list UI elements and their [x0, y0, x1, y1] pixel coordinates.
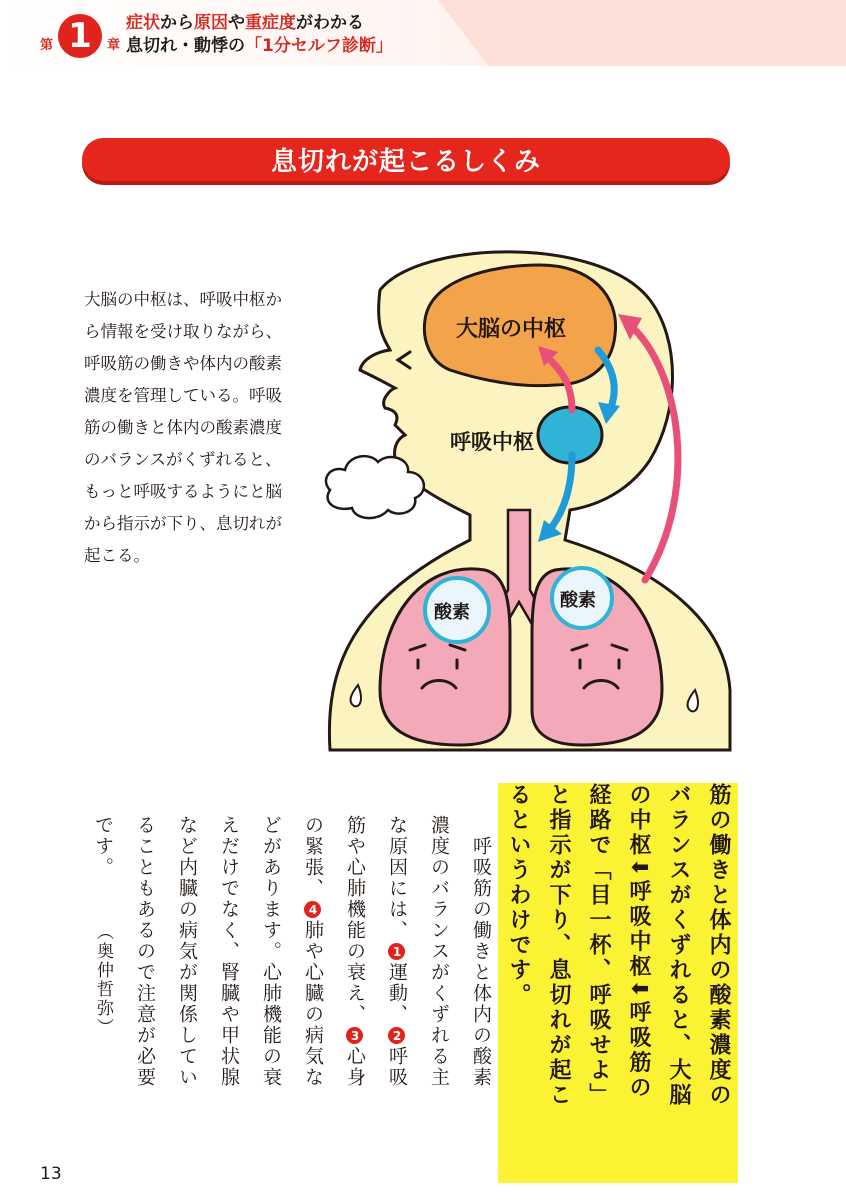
title-word-severity: 重症度	[245, 13, 296, 33]
explanation-text: 大脳の中枢は、呼吸中枢から情報を受け取りながら、呼吸筋の働きや体内の酸素濃度を管理している。呼吸筋の働きと体内の酸素濃度のバランスがくずれると、もっと呼吸するようにと脳から指示が下り、息切れが起こる。	[84, 290, 282, 565]
label-oxygen-left: 酸素	[434, 602, 470, 623]
highlight-column-2: バランスがくずれると、大脳	[658, 783, 698, 1183]
highlight-column-5: と指示が下り、息切れが起こ	[538, 783, 578, 1183]
body-column-6: どがあります。心肺機能の衰	[260, 815, 282, 1088]
highlight-column-6: るというわけです。	[498, 783, 538, 1183]
breathing-illustration	[300, 240, 740, 760]
cause-badge-4: 4	[304, 901, 321, 918]
chapter-title-line1	[126, 12, 393, 35]
highlight-column-1: 筋の働きと体内の酸素濃度の	[698, 783, 738, 1183]
author-credit: （奥仲哲弥）	[93, 931, 113, 1037]
body-column-9: ることもあるので注意が必要	[134, 815, 156, 1088]
body-column-1	[460, 815, 502, 1145]
label-respiratory-center: 呼吸中枢	[450, 430, 534, 454]
body-column-7: えだけでなく、腎臓や甲状腺	[218, 815, 240, 1088]
body-col5b: 肺や心臓の病気な	[302, 920, 324, 1088]
cause-badge-1: 1	[388, 943, 405, 960]
chapter-title-line2	[126, 35, 393, 58]
title-word-kara: から	[160, 13, 194, 33]
body-col5a: の緊張、	[302, 815, 324, 899]
chapter-number-badge: 1	[58, 14, 102, 58]
body-col1-text: 呼吸筋の働きと体内の酸素	[470, 836, 492, 1088]
highlight-column-3: の中枢⬇呼吸中枢⬇呼吸筋の	[618, 783, 658, 1183]
chapter-title	[126, 12, 393, 58]
header-decoration	[438, 0, 846, 66]
body-col4a: 筋や心肺機能の衰え、	[344, 815, 366, 1025]
cause-badge-3: 3	[346, 1027, 363, 1044]
section-title: 息切れが起こるしくみ	[82, 138, 730, 181]
title-line2-text: 息切れ・動悸の	[126, 36, 245, 56]
body-col3b: 運動、	[386, 962, 408, 1025]
label-brain-center: 大脳の中枢	[456, 317, 567, 342]
body-column-8: など内臓の病気が関係してい	[176, 815, 198, 1088]
label-oxygen-right: 酸素	[560, 590, 596, 611]
body-column-4	[334, 815, 376, 1145]
title-word-cause: 原因	[194, 13, 228, 33]
highlight-column-4: 経路で「目一杯、呼吸せよ」	[578, 783, 618, 1183]
highlight-summary	[498, 783, 738, 1183]
body-column-10	[82, 815, 124, 1145]
body-text	[82, 815, 502, 1145]
body-column-3	[376, 815, 418, 1145]
body-col3c: 呼吸	[386, 1046, 408, 1088]
body-col3a: な原因には、	[386, 815, 408, 941]
body-col10a: です。	[92, 815, 114, 869]
chapter-prefix: 第	[40, 38, 54, 53]
body-column-2: 濃度のバランスがくずれる主	[428, 815, 450, 1088]
title-word-gawakaru: がわかる	[296, 13, 364, 33]
title-line2-red: 「1分セルフ診断」	[245, 36, 393, 56]
cause-badge-2: 2	[388, 1027, 405, 1044]
title-word-symptom: 症状	[126, 13, 160, 33]
chapter-suffix: 章	[107, 38, 121, 53]
title-word-ya: や	[228, 13, 245, 33]
body-column-5	[292, 815, 334, 1145]
page-number: 13	[40, 1164, 62, 1184]
body-col4b: 心身	[344, 1046, 366, 1088]
